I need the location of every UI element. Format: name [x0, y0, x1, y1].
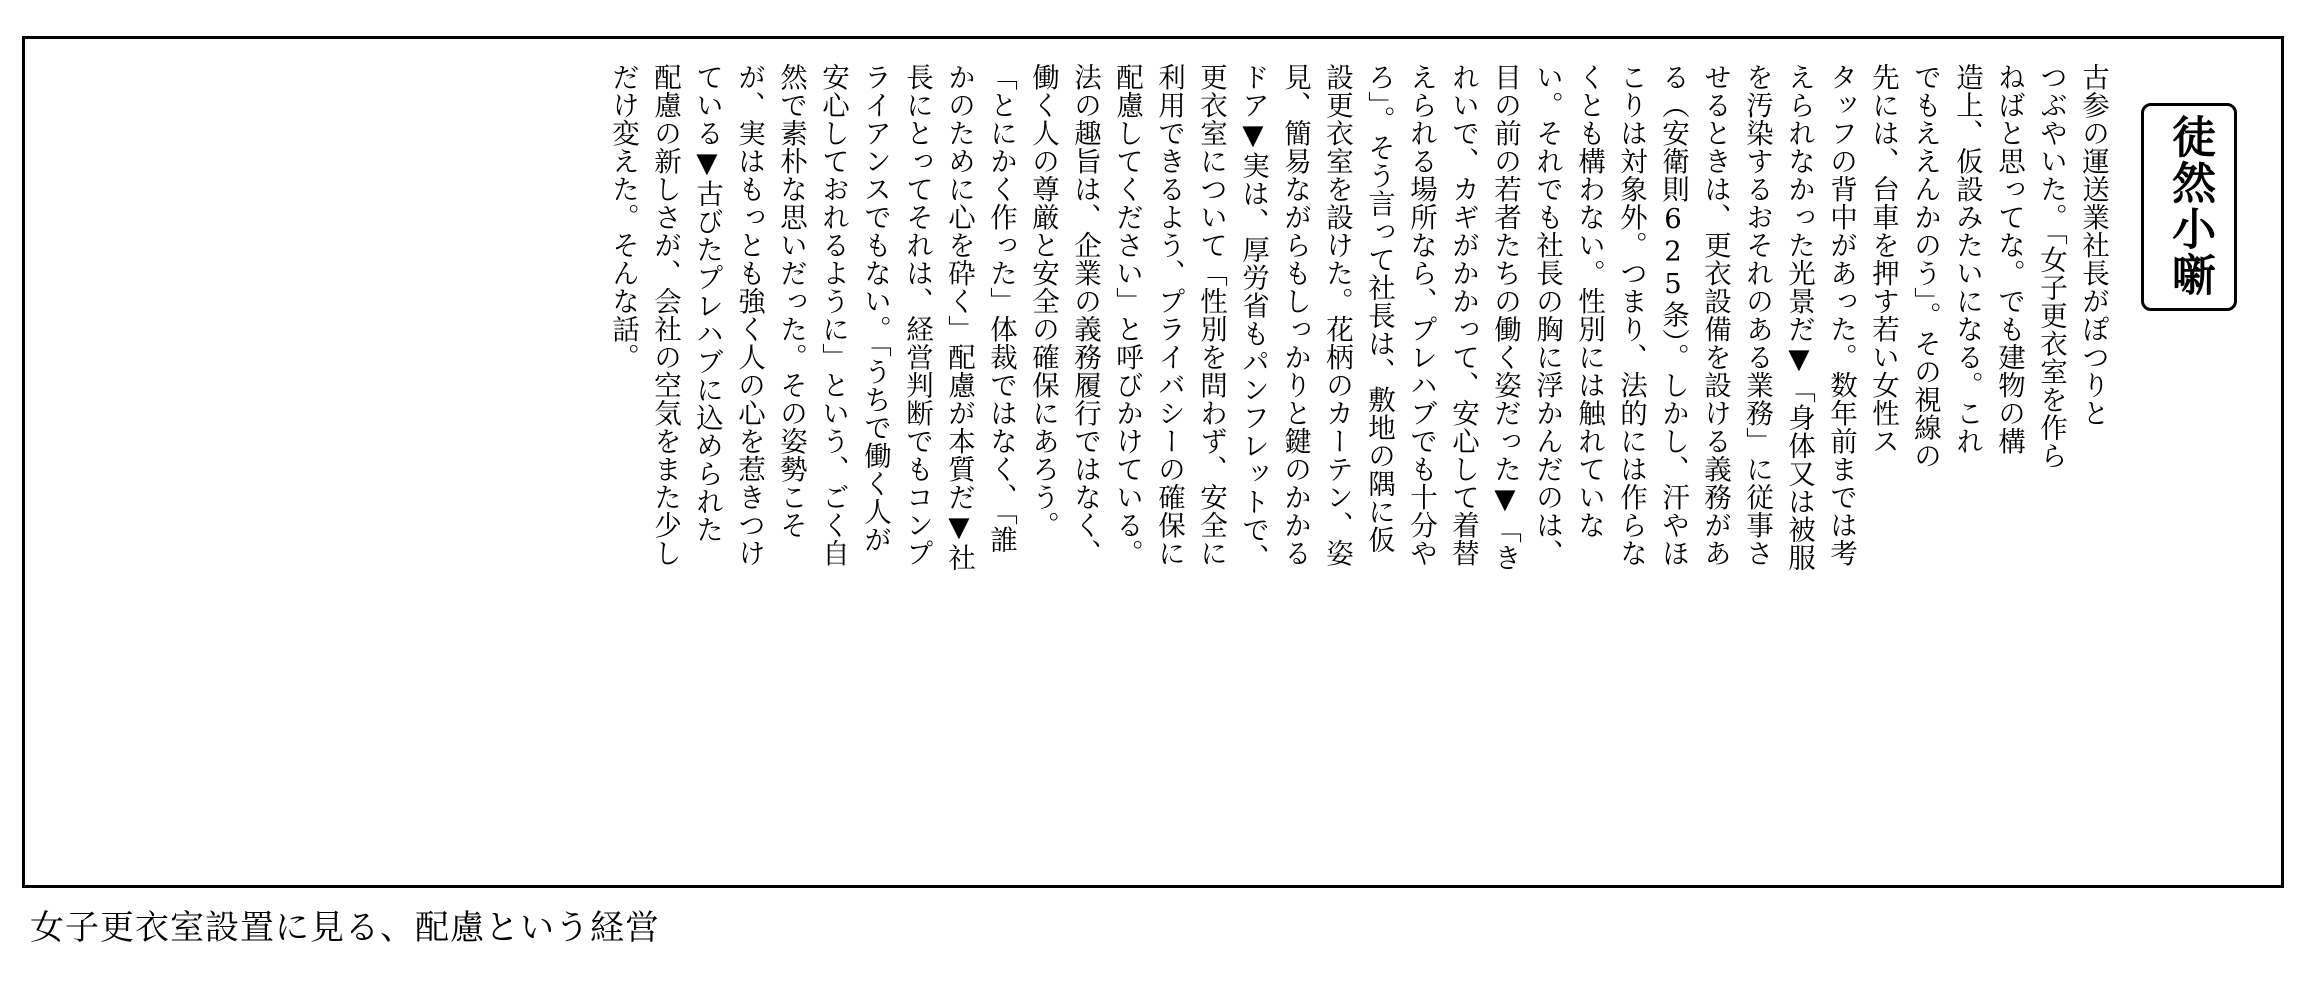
text-column: くとも構わない。性別には触れていな — [1573, 63, 1605, 539]
text-column: 然で素朴な思いだった。その姿勢こそ — [775, 63, 807, 539]
text-column: 古参の運送業社長がぽつりと — [2077, 63, 2109, 427]
text-column: こりは対象外。つまり、法的には作らな — [1615, 63, 1647, 567]
text-column: 法の趣旨は、企業の義務履行ではなく、 — [1069, 63, 1101, 567]
text-column: 更衣室について「性別を問わず、安全に — [1195, 63, 1227, 567]
text-column: 目の前の若者たちの働く姿だった▼「き — [1489, 63, 1521, 572]
text-column: タッフの背中があった。数年前までは考 — [1825, 63, 1857, 567]
vertical-columns-area — [25, 39, 2281, 885]
article-caption: 女子更衣室設置に見る、配慮という経営 — [30, 908, 660, 948]
text-column: る（安衛則625条）。しかし、汗やほ — [1657, 63, 1689, 567]
text-column: えられなかった光景だ▼「身体又は被服 — [1783, 63, 1815, 572]
text-column: 働く人の尊厳と安全の確保にあろう。 — [1027, 63, 1059, 539]
text-column: ねばと思ってな。でも建物の構 — [1993, 63, 2025, 455]
text-column: を汚染するおそれのある業務」に従事さ — [1741, 63, 1773, 567]
text-column: が、実はもっとも強く人の心を惹きつけ — [733, 63, 765, 567]
masthead-title: 徒然小噺 — [2164, 114, 2216, 298]
text-column: かのために心を砕く」配慮が本質だ▼社 — [943, 63, 975, 572]
text-column: 見、簡易ながらもしっかりと鍵のかかる — [1279, 63, 1311, 567]
text-column: 配慮の新しさが、会社の空気をまた少し — [649, 63, 681, 567]
text-column: ろ」。そう言って社長は、敷地の隅に仮 — [1363, 63, 1395, 554]
text-column: れいで、カギがかかって、安心して着替 — [1447, 63, 1479, 567]
text-column: ドア▼実は、厚労省もパンフレットで、 — [1237, 63, 1269, 572]
text-column: い。それでも社長の胸に浮かんだのは、 — [1531, 63, 1563, 567]
masthead-badge — [2141, 103, 2237, 311]
text-column: つぶやいた。「女子更衣室を作ら — [2035, 63, 2067, 470]
text-column: えられる場所なら、プレハブでも十分や — [1405, 63, 1437, 567]
text-column: せるときは、更衣設備を設ける義務があ — [1699, 63, 1731, 567]
text-column: 利用できるよう、プライバシーの確保に — [1153, 63, 1185, 567]
text-column: 「とにかく作った」体裁ではなく、「誰 — [985, 63, 1017, 554]
text-column: ライアンスでもない。「うちで働く人が — [859, 63, 891, 554]
text-column: 造上、仮設みたいになる。これ — [1951, 63, 1983, 455]
text-column: 設更衣室を設けた。花柄のカーテン、姿 — [1321, 63, 1353, 567]
text-column: 安心しておれるように」という、ごく自 — [817, 63, 849, 567]
article-box — [22, 36, 2284, 888]
text-column: 配慮してください」と呼びかけている。 — [1111, 63, 1143, 567]
text-column: でもええんかのう」。その視線の — [1909, 63, 1941, 470]
text-column: 長にとってそれは、経営判断でもコンプ — [901, 63, 933, 567]
text-column: ている▼古びたプレハブに込められた — [691, 63, 723, 544]
text-column: 先には、台車を押す若い女性ス — [1867, 63, 1899, 455]
text-column: だけ変えた。そんな話。 — [607, 63, 639, 371]
masthead — [2123, 63, 2255, 863]
